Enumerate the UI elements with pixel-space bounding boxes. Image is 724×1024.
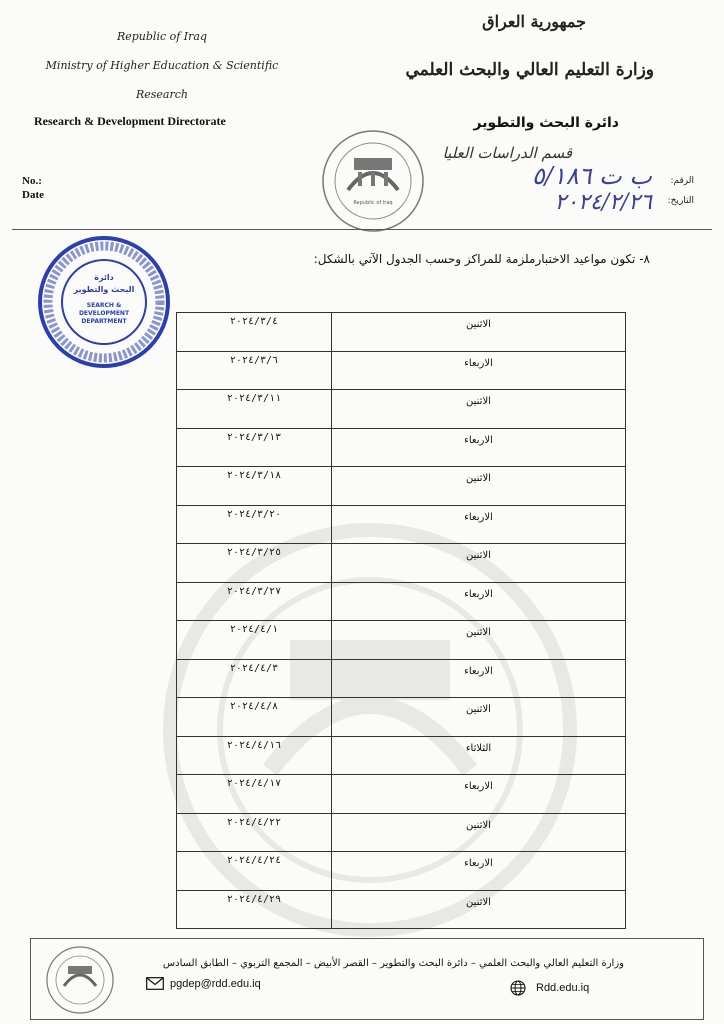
schedule-day: الاربعاء — [332, 659, 626, 698]
stamp-ar-line1: دائرة — [94, 273, 114, 282]
schedule-day: الاثنين — [332, 467, 626, 506]
directorate-ar: دائرة البحث والتطوير — [473, 115, 619, 131]
table-row — [177, 852, 626, 891]
schedule-day: الاثنين — [332, 698, 626, 737]
schedule-day: الاربعاء — [332, 505, 626, 544]
header-en — [22, 22, 302, 109]
seal-text: Republic of Iraq — [353, 200, 393, 206]
schedule-date: ٢٠٢٤/٤/٢٩ — [177, 890, 332, 929]
table-row — [177, 698, 626, 737]
footer-website[interactable] — [510, 980, 589, 996]
schedule-date: ٢٠٢٤/٣/٢٧ — [177, 582, 332, 621]
date-label: Date — [22, 189, 44, 201]
schedule-day: الاثنين — [332, 890, 626, 929]
footer-seal-icon — [44, 944, 116, 1016]
schedule-day: الاثنين — [332, 813, 626, 852]
email-text[interactable]: pgdep@rdd.edu.iq — [170, 977, 261, 990]
ministry-en-line2: Research — [135, 88, 188, 101]
stamp-en-line3: DEPARTMENT — [81, 318, 127, 325]
table-row — [177, 313, 626, 352]
directorate-en: Research & Development Directorate — [34, 114, 226, 128]
schedule-day: الاثنين — [332, 621, 626, 660]
envelope-icon — [146, 977, 164, 990]
header-divider — [12, 229, 712, 230]
table-row — [177, 582, 626, 621]
schedule-date: ٢٠٢٤/٣/٢٠ — [177, 505, 332, 544]
table-row — [177, 736, 626, 775]
table-row — [177, 659, 626, 698]
schedule-day: الاربعاء — [332, 582, 626, 621]
schedule-day: الاربعاء — [332, 428, 626, 467]
globe-icon — [510, 980, 526, 996]
ministry-seal-icon — [318, 128, 428, 234]
department-stamp-icon — [34, 234, 174, 370]
schedule-date: ٢٠٢٤/٤/١٧ — [177, 775, 332, 814]
schedule-day: الاثنين — [332, 313, 626, 352]
footer-email[interactable] — [146, 977, 261, 990]
ministry-ar: وزارة التعليم العالي والبحث العلمي — [405, 60, 654, 80]
table-row — [177, 467, 626, 506]
schedule-day: الاربعاء — [332, 351, 626, 390]
schedule-date: ٢٠٢٤/٤/١ — [177, 621, 332, 660]
schedule-intro: ٨- تكون مواعيد الاختبارملزمة للمراكز وحسب الجدول الآتي بالشكل: — [313, 252, 650, 266]
department-ar: قسم الدراسات العليا — [442, 144, 572, 162]
schedule-date: ٢٠٢٤/٣/٢٥ — [177, 544, 332, 583]
schedule-date: ٢٠٢٤/٤/٨ — [177, 698, 332, 737]
table-row — [177, 428, 626, 467]
table-row — [177, 544, 626, 583]
table-row — [177, 390, 626, 429]
schedule-date: ٢٠٢٤/٣/٤ — [177, 313, 332, 352]
stamp-en-line2: DEVELOPMENT — [78, 310, 130, 317]
schedule-date: ٢٠٢٤/٤/٣ — [177, 659, 332, 698]
schedule-day: الاثنين — [332, 544, 626, 583]
ref-label-ar: الرقم: — [670, 176, 694, 186]
stamp-en-line1: SEARCH & — [86, 302, 122, 309]
handwritten-ref-number: ب ت ٥/١٨٦ — [531, 162, 652, 190]
website-text[interactable]: Rdd.edu.iq — [536, 982, 590, 994]
table-row — [177, 351, 626, 390]
table-row — [177, 775, 626, 814]
table-row — [177, 505, 626, 544]
schedule-date: ٢٠٢٤/٤/٢٤ — [177, 852, 332, 891]
ref-labels-en — [22, 174, 44, 202]
schedule-day: الاربعاء — [332, 775, 626, 814]
table-row — [177, 813, 626, 852]
schedule-date: ٢٠٢٤/٣/١١ — [177, 390, 332, 429]
date-label-ar: التاريخ: — [667, 196, 694, 206]
ministry-en-line1: Ministry of Higher Education & Scientific — [45, 59, 279, 72]
schedule-date: ٢٠٢٤/٣/٦ — [177, 351, 332, 390]
table-row — [177, 890, 626, 929]
schedule-date: ٢٠٢٤/٣/١٨ — [177, 467, 332, 506]
country-ar: جمهورية العراق — [482, 12, 586, 31]
table-row — [177, 621, 626, 660]
country-en: Republic of Iraq — [116, 30, 208, 43]
handwritten-date: ٢٠٢٤/٢/٢٦ — [554, 190, 652, 215]
schedule-date: ٢٠٢٤/٤/١٦ — [177, 736, 332, 775]
schedule-date: ٢٠٢٤/٤/٢٢ — [177, 813, 332, 852]
footer-address: وزارة التعليم العالي والبحث العلمي – دائرة البحث والتطوير – القصر الأبيض – المجمع التربوي – الطابق السادس — [162, 958, 624, 969]
schedule-date: ٢٠٢٤/٣/١٣ — [177, 428, 332, 467]
schedule-day: الثلاثاء — [332, 736, 626, 775]
schedule-day: الاثنين — [332, 390, 626, 429]
stamp-ar-line2: البحث والتطوير — [73, 285, 135, 294]
no-label: No.: — [22, 175, 42, 187]
footer-box — [30, 938, 704, 1020]
schedule-table — [176, 312, 626, 929]
schedule-day: الاربعاء — [332, 852, 626, 891]
